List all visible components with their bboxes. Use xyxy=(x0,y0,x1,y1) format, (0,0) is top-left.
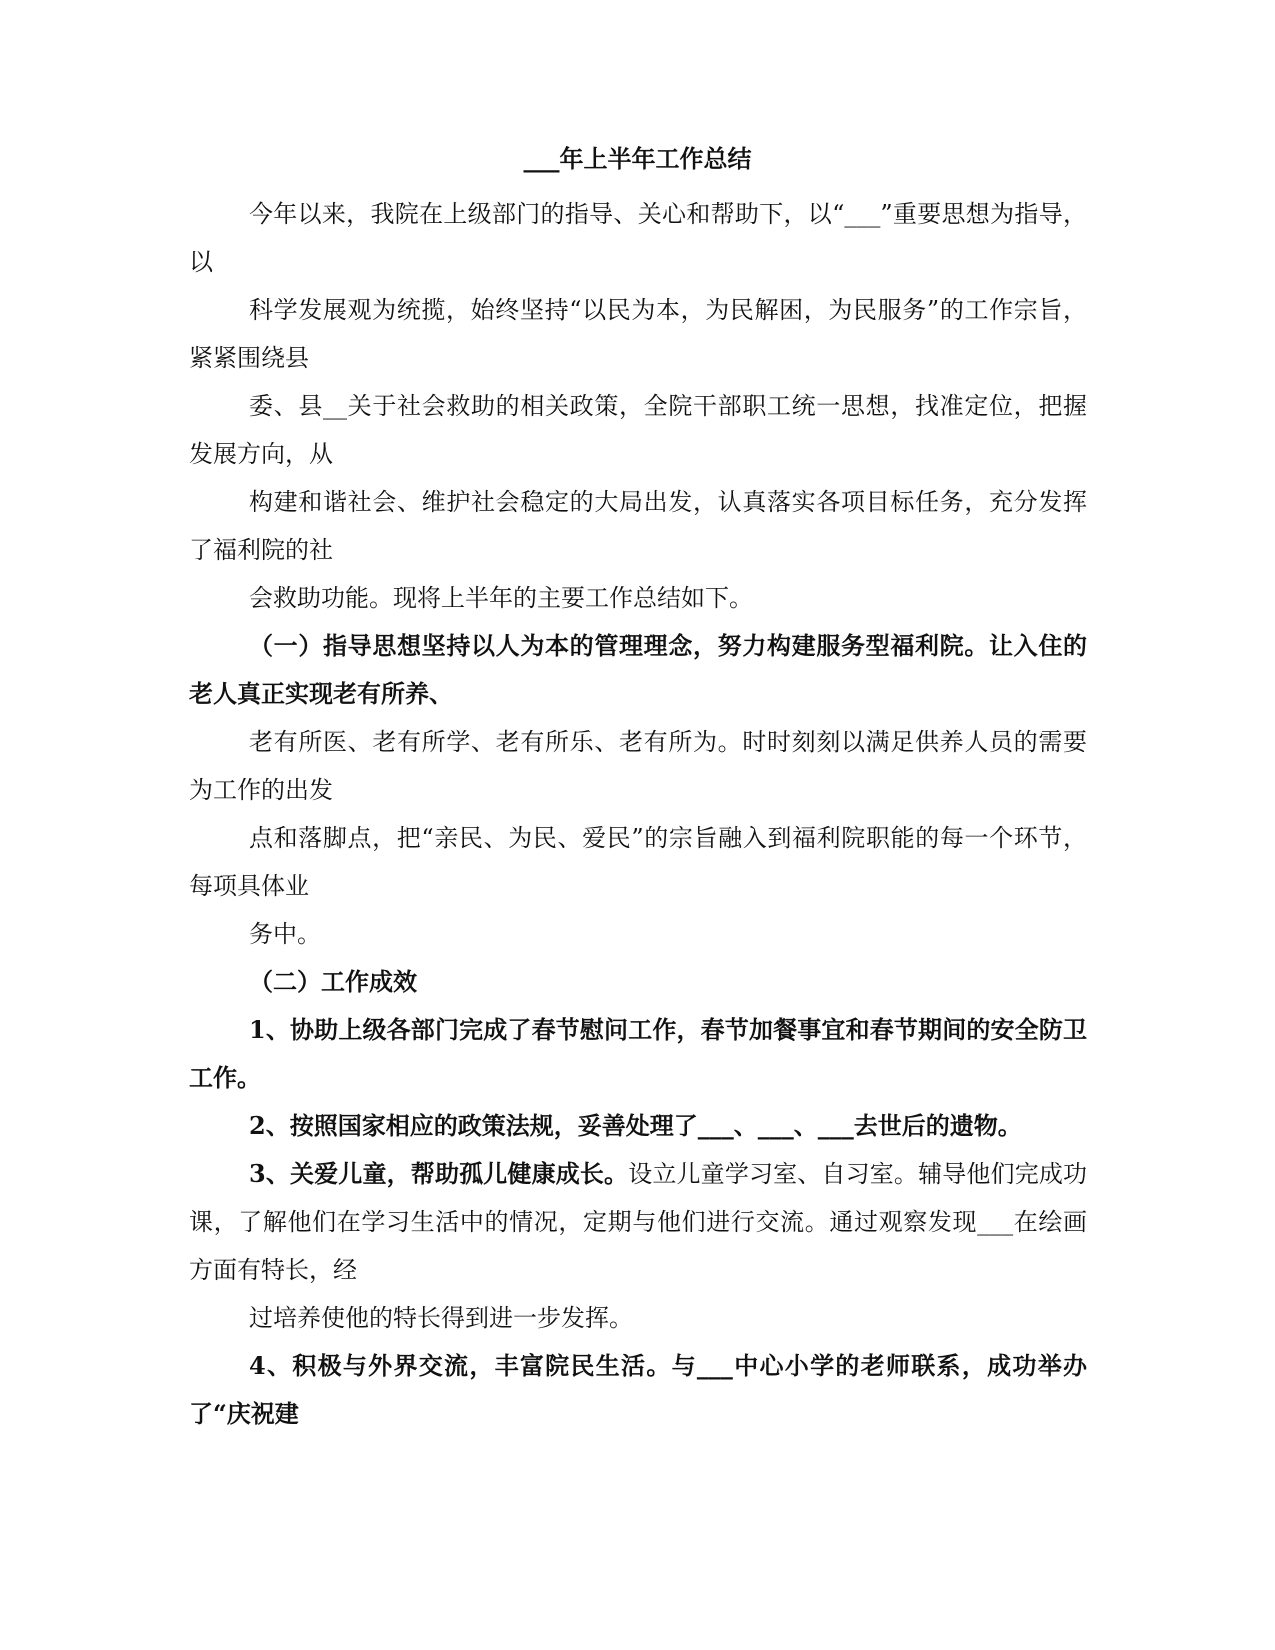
section-heading-text: （二）工作成效 xyxy=(249,967,417,996)
item-3-lead: 3、关爱儿童，帮助孤儿健康成长。 xyxy=(249,1159,629,1188)
document-body xyxy=(189,190,1087,1438)
paragraph-3-text: 委、县__关于社会救助的相关政策，全院干部职工统一思想，找准定位，把握发展方向，从 xyxy=(189,392,1087,468)
item-3-text: 设立儿童学习室、自习室。辅导他们完成功课，了解他们在学习生活中的情况，定期与他们进行交流。通过观察发现___在绘画方面有特长，经 xyxy=(189,1160,1088,1284)
item-2-text: 2、按照国家相应的政策法规，妥善处理了___、___、___去世后的遗物。 xyxy=(249,1111,1022,1140)
item-1 xyxy=(189,1006,1087,1102)
paragraph-7-text: 老有所医、老有所学、老有所乐、老有所为。时时刻刻以满足供养人员的需要为工作的出发 xyxy=(189,728,1087,804)
item-3 xyxy=(189,1150,1087,1294)
item-4 xyxy=(189,1342,1087,1438)
paragraph-9 xyxy=(189,910,1087,958)
paragraph-2-text: 科学发展观为统揽，始终坚持“以民为本，为民解困，为民服务”的工作宗旨，紧紧围绕县 xyxy=(189,296,1087,372)
paragraph-8 xyxy=(189,814,1087,910)
section-heading-results xyxy=(189,958,1087,1006)
paragraph-2 xyxy=(189,286,1087,382)
paragraph-4-text: 构建和谐社会、维护社会稳定的大局出发，认真落实各项目标任务，充分发挥了福利院的社 xyxy=(189,488,1087,564)
paragraph-5 xyxy=(189,574,1087,622)
section-heading-guiding-ideology xyxy=(189,622,1087,718)
paragraph-1 xyxy=(189,190,1087,286)
paragraph-5-text: 会救助功能。现将上半年的主要工作总结如下。 xyxy=(249,584,753,612)
paragraph-4 xyxy=(189,478,1087,574)
paragraph-1-text: 今年以来，我院在上级部门的指导、关心和帮助下，以“___”重要思想为指导，以 xyxy=(189,200,1087,276)
paragraph-7 xyxy=(189,718,1087,814)
item-1-text: 1、协助上级各部门完成了春节慰问工作，春节加餐事宜和春节期间的安全防卫工作。 xyxy=(189,1015,1087,1092)
paragraph-8-text: 点和落脚点，把“亲民、为民、爱民”的宗旨融入到福利院职能的每一个环节，每项具体业 xyxy=(189,824,1087,900)
paragraph-14 xyxy=(189,1294,1087,1342)
paragraph-14-text: 过培养使他的特长得到进一步发挥。 xyxy=(249,1304,633,1332)
section-heading-text: （一）指导思想坚持以人为本的管理理念，努力构建服务型福利院。让入住的老人真正实现老有所养、 xyxy=(189,631,1087,708)
paragraph-3 xyxy=(189,382,1087,478)
document-title: ___年上半年工作总结 xyxy=(523,144,752,173)
item-4-text: 4、积极与外界交流，丰富院民生活。与___中心小学的老师联系，成功举办了“庆祝建 xyxy=(189,1351,1087,1428)
paragraph-9-text: 务中。 xyxy=(249,920,321,948)
item-2 xyxy=(189,1102,1087,1150)
